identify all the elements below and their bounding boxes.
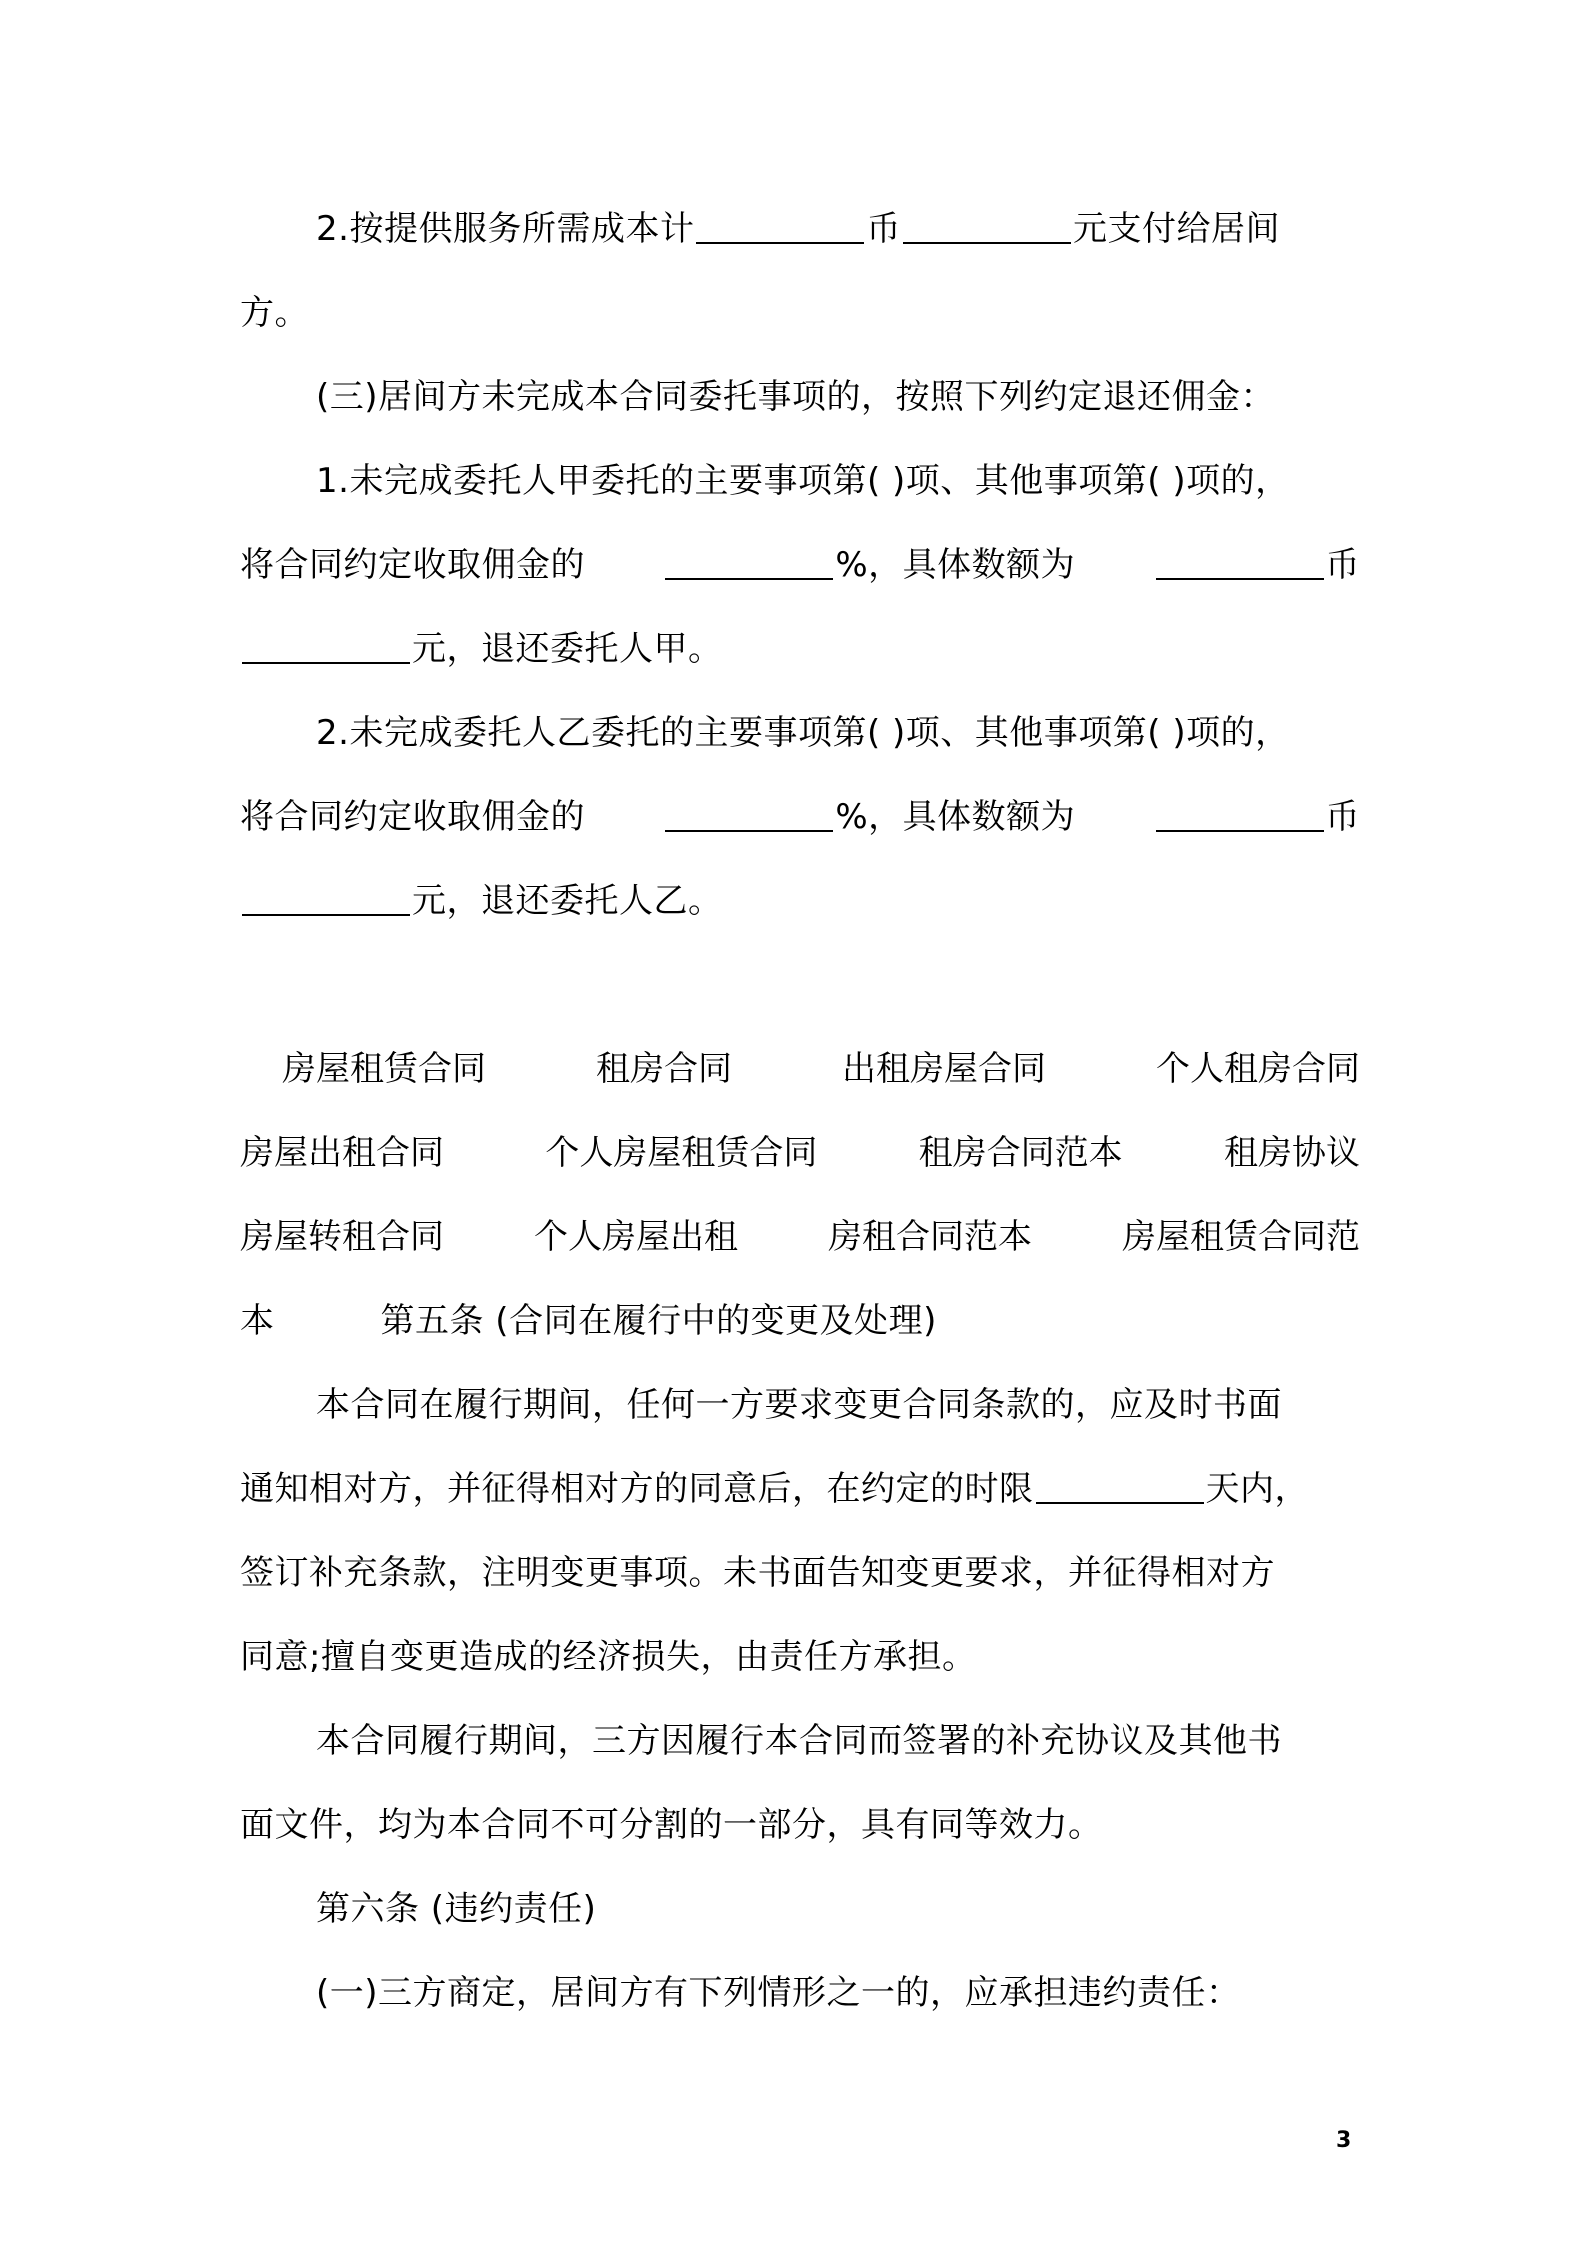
blank-field — [242, 882, 410, 916]
text-segment: 币 — [1325, 545, 1360, 585]
keyword-link[interactable]: 房租合同范本 — [828, 1217, 1032, 1257]
blank-field — [242, 630, 410, 664]
text-segment: 2.按提供服务所需成本计 — [316, 209, 695, 249]
blank-field — [665, 798, 833, 832]
paragraph-line — [316, 206, 1360, 252]
keyword-row — [240, 1214, 1360, 1260]
keyword-link[interactable]: 个人房屋出租 — [534, 1217, 738, 1257]
paragraph-line: 2.未完成委托人乙委托的主要事项第( )项、其他事项第( )项的， — [316, 713, 1290, 753]
text-segment: 币 — [866, 209, 901, 249]
paragraph-line: 面文件，均为本合同不可分割的一部分，具有同等效力。 — [240, 1805, 1103, 1845]
paragraph-line — [240, 1466, 1360, 1512]
section-heading: 第五条 (合同在履行中的变更及处理) — [380, 1301, 937, 1341]
paragraph-line: 1.未完成委托人甲委托的主要事项第( )项、其他事项第( )项的， — [316, 461, 1290, 501]
section-heading: 第六条 (违约责任) — [316, 1889, 597, 1929]
paragraph-line — [240, 794, 1360, 840]
text-segment: 将合同约定收取佣金的 — [240, 797, 585, 837]
text-segment: %，具体数额为 — [835, 545, 1076, 585]
paragraph-line — [240, 542, 1360, 588]
keyword-link[interactable]: 房屋租赁合同范 — [1122, 1217, 1360, 1257]
keyword-link[interactable]: 本 — [240, 1301, 275, 1341]
text-segment: %，具体数额为 — [835, 797, 1076, 837]
blank-field — [1156, 546, 1324, 580]
paragraph-line — [240, 878, 1360, 924]
keyword-link[interactable]: 个人租房合同 — [1156, 1049, 1360, 1089]
paragraph-line: 本合同履行期间，三方因履行本合同而签署的补充协议及其他书 — [316, 1721, 1282, 1761]
keyword-link[interactable]: 房屋转租合同 — [240, 1217, 444, 1257]
blank-field — [665, 546, 833, 580]
paragraph-line: 本合同在履行期间，任何一方要求变更合同条款的，应及时书面 — [316, 1385, 1282, 1425]
blank-field — [1156, 798, 1324, 832]
keyword-link[interactable]: 租房协议 — [1223, 1133, 1360, 1173]
paragraph-line: (一)三方商定，居间方有下列情形之一的，应承担违约责任： — [316, 1973, 1241, 2013]
keyword-link[interactable]: 房屋租赁合同 — [282, 1049, 486, 1089]
keyword-link[interactable]: 租房合同范本 — [918, 1133, 1123, 1173]
paragraph-line — [240, 626, 1360, 672]
keyword-row — [240, 1046, 1360, 1092]
text-segment: 天内， — [1205, 1469, 1309, 1509]
keyword-link[interactable]: 个人房屋租赁合同 — [545, 1133, 818, 1173]
blank-field — [696, 210, 864, 244]
keyword-row — [240, 1130, 1360, 1176]
paragraph-line: 方。 — [240, 293, 309, 333]
text-segment: 元，退还委托人甲。 — [412, 629, 723, 669]
keyword-link[interactable]: 出租房屋合同 — [842, 1049, 1046, 1089]
text-segment: 元支付给居间 — [1072, 209, 1280, 249]
blank-field — [903, 210, 1071, 244]
keyword-link[interactable]: 租房合同 — [596, 1049, 732, 1089]
paragraph-line: 签订补充条款，注明变更事项。未书面告知变更要求，并征得相对方 — [240, 1553, 1275, 1593]
text-segment: 元，退还委托人乙。 — [412, 881, 723, 921]
page-number: 3 — [1336, 2128, 1352, 2153]
text-segment: 将合同约定收取佣金的 — [240, 545, 585, 585]
keyword-link[interactable]: 房屋出租合同 — [240, 1133, 444, 1173]
text-segment: 币 — [1325, 797, 1360, 837]
text-segment: 通知相对方，并征得相对方的同意后，在约定的时限 — [240, 1469, 1034, 1509]
paragraph-line — [240, 1298, 1360, 1344]
paragraph-line: 同意;擅自变更造成的经济损失，由责任方承担。 — [240, 1637, 977, 1677]
blank-field — [1036, 1470, 1204, 1504]
paragraph-line: (三)居间方未完成本合同委托事项的，按照下列约定退还佣金： — [316, 377, 1276, 417]
